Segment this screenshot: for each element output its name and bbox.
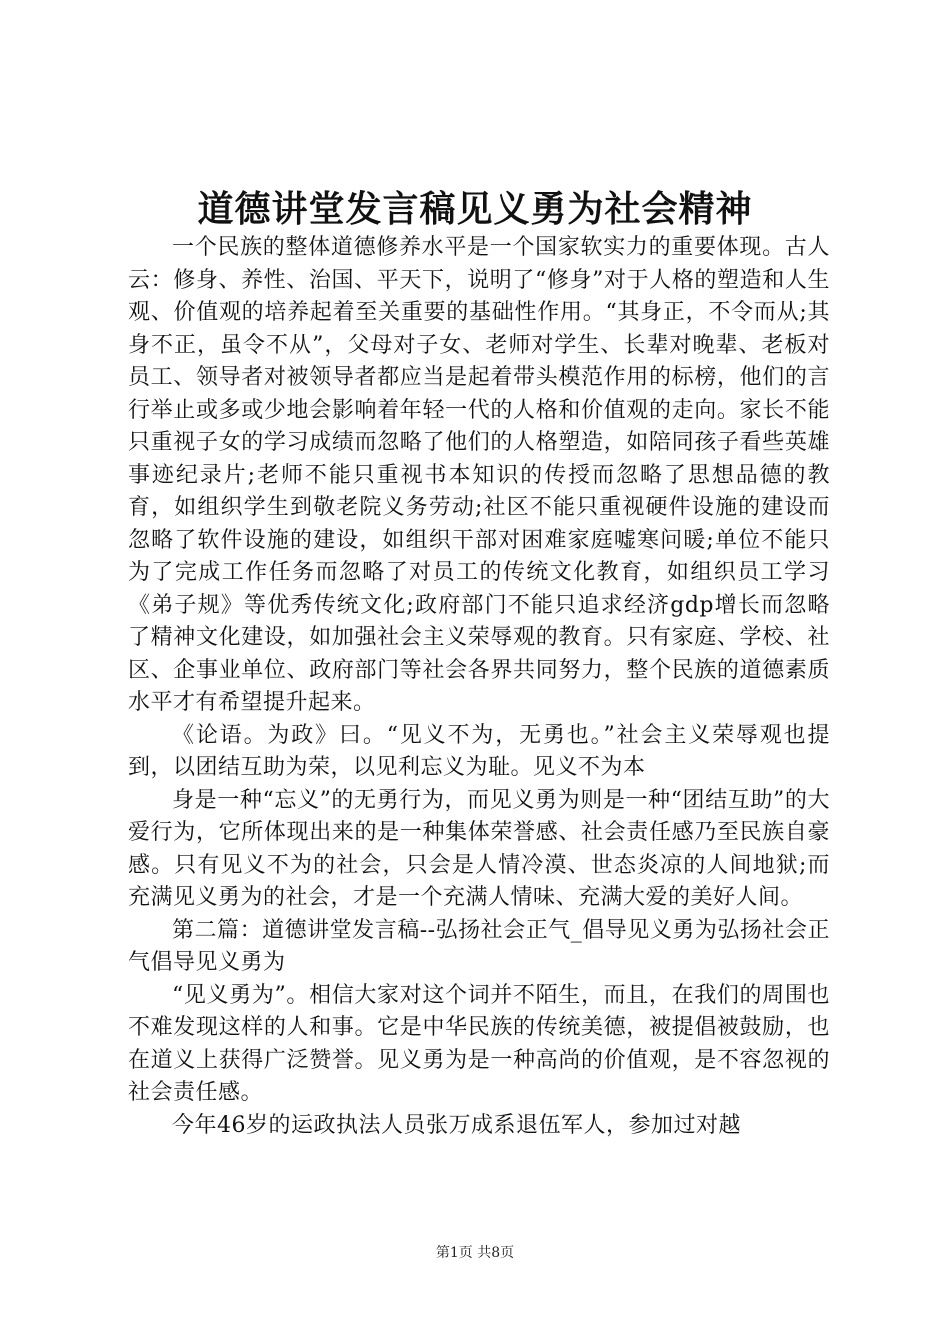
document-title: 道德讲堂发言稿见义勇为社会精神 — [197, 188, 753, 230]
paragraph-2: 《论语。为政》曰。“见义不为，无勇也。”社会主义荣辱观也提到，以团结互助为荣，以见利忘义为耻。见义不为本 — [128, 722, 830, 780]
paragraph-4: 第二篇：道德讲堂发言稿--弘扬社会正气_倡导见义勇为弘扬社会正气倡导见义勇为 — [128, 917, 830, 975]
page-footer: 第1页 共8页 — [435, 1245, 515, 1261]
paragraph-5: “见义勇为”。相信大家对这个词并不陌生，而且，在我们的周围也不难发现这样的人和事。它是中华民族的传统美德，被提倡被鼓励，也在道义上获得广泛赞誉。见义勇为是一种高尚的价值观，是不容忽视的社会责任感。 — [128, 982, 830, 1105]
paragraph-3: 身是一种“忘义”的无勇行为，而见义勇为则是一种“团结互助”的大爱行为，它所体现出来的是一种集体荣誉感、社会责任感乃至民族自豪感。只有见义不为的社会，只会是人情冷漠、世态炎凉的人间地狱;而充满见义勇为的社会，才是一个充满人情味、充满大爱的美好人间。 — [128, 787, 830, 910]
paragraph-1: 一个民族的整体道德修养水平是一个国家软实力的重要体现。古人云：修身、养性、治国、平天下，说明了“修身”对于人格的塑造和人生观、价值观的培养起着至关重要的基础性作用。“其身正，不令而从;其身不正，虽令不从”，父母对子女、老师对学生、长辈对晚辈、老板对员工、领导者对被领导者都应当是起着带头模范作用的标榜，他们的言行举止或多或少地会影响着年轻一代的人格和价值观的走向。家长不能只重视子女的学习成绩而忽略了他们的人格塑造，如陪同孩子看些英雄事迹纪录片;老师不能只重视书本知识的传授而忽略了思想品德的教育，如组织学生到敬老院义务劳动;社区不能只重视硬件设施的建设而忽略了软件设施的建设，如组织干部对困难家庭嘘寒问暖;单位不能只为了完成工作任务而忽略了对员工的传统文化教育，如组织员工学习《弟子规》等优秀传统文化;政府部门不能只追求经济gdp增长而忽略了精神文化建设，如加强社会主义荣辱观的教育。只有家庭、学校、社区、企事业单位、政府部门等社会各界共同努力，整个民族的道德素质水平才有希望提升起来。 — [128, 235, 830, 715]
paragraph-6: 今年46岁的运政执法人员张万成系退伍军人，参加过对越 — [172, 1112, 741, 1138]
document-body — [128, 232, 830, 1142]
